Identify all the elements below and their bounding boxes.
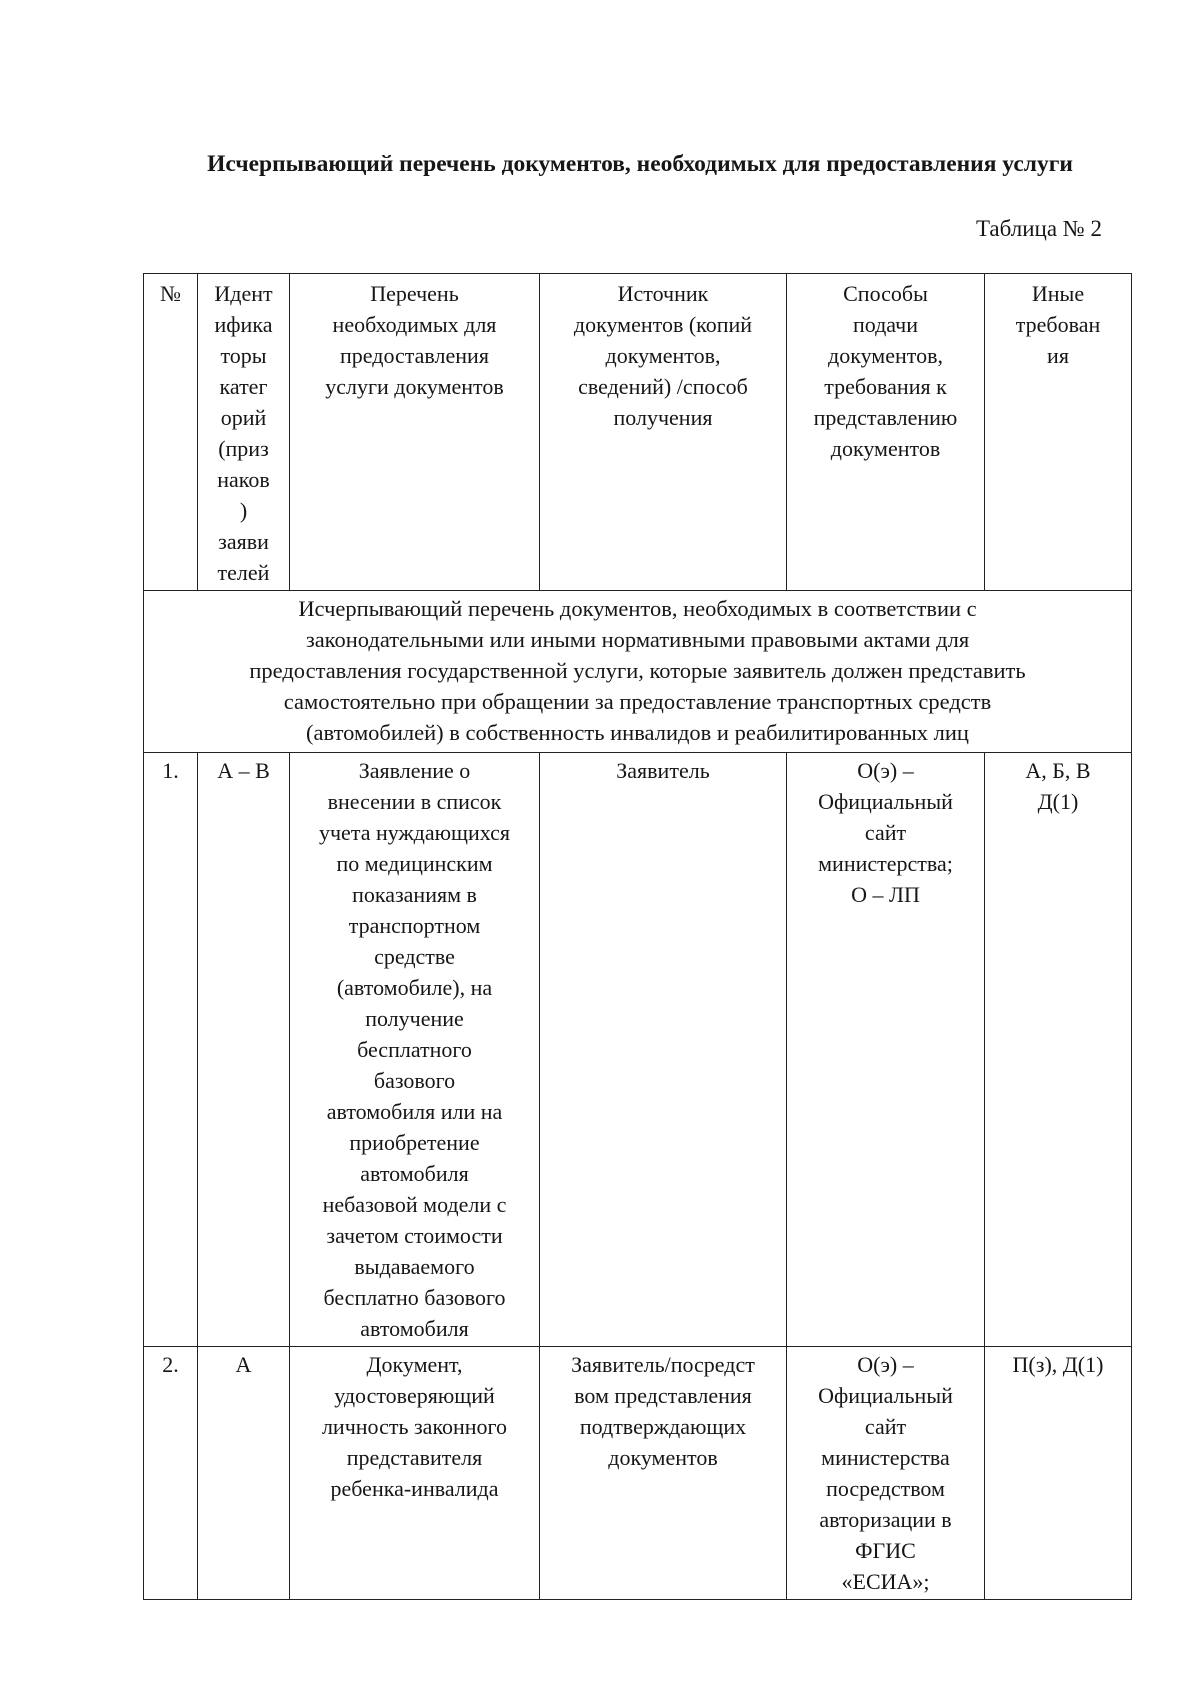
- row-categories: А – В: [198, 753, 290, 1347]
- row-source: Заявитель: [540, 753, 787, 1347]
- row-categories: А: [198, 1347, 290, 1600]
- header-documents-list: Перечень необходимых для предоставления услуги документов: [290, 274, 540, 591]
- table-row: [144, 753, 1132, 1347]
- header-submission-methods: Способы подачи документов, требования к представлению документов: [787, 274, 985, 591]
- row-document: Заявление о внесении в список учета нуждающихся по медицинским показаниям в транспортном средстве (автомобиле), на получение бесплатного базового автомобиля или на приобретение автомобиля небазовой модели с зачетом стоимости выдаваемого бесплатно базового автомобиля: [290, 753, 540, 1347]
- table-row: [144, 1347, 1132, 1600]
- header-other-requirements: Иные требован ия: [985, 274, 1132, 591]
- row-submission: О(э) – Официальный сайт министерства посредством авторизации в ФГИС «ЕСИА»;: [787, 1347, 985, 1600]
- header-source: Источник документов (копий документов, сведений) /способ получения: [540, 274, 787, 591]
- row-document: Документ, удостоверяющий личность законного представителя ребенка-инвалида: [290, 1347, 540, 1600]
- table-header-row: [144, 274, 1132, 591]
- table-section-row: [144, 591, 1132, 753]
- row-source: Заявитель/посредст вом представления подтверждающих документов: [540, 1347, 787, 1600]
- document-title: Исчерпывающий перечень документов, необходимых для предоставления услуги: [207, 151, 1073, 177]
- header-number: №: [144, 274, 198, 591]
- table-number-label: Таблица № 2: [975, 216, 1102, 241]
- row-other-requirements: А, Б, В Д(1): [985, 753, 1132, 1347]
- documents-table: [143, 273, 1132, 1600]
- row-number: 1.: [144, 753, 198, 1347]
- row-submission: О(э) – Официальный сайт министерства; О – ЛП: [787, 753, 985, 1347]
- row-other-requirements: П(з), Д(1): [985, 1347, 1132, 1600]
- section-description: Исчерпывающий перечень документов, необходимых в соответствии с законодательными или иными нормативными правовыми актами для предоставления государственной услуги, которые заявитель должен представить самостоятельно при обращении за предоставление транспортных средств (автомобилей) в собственность инвалидов и реабилитированных лиц: [144, 591, 1132, 753]
- header-categories: Идент ифика торы катег орий (приз наков ) заяви телей: [198, 274, 290, 591]
- row-number: 2.: [144, 1347, 198, 1600]
